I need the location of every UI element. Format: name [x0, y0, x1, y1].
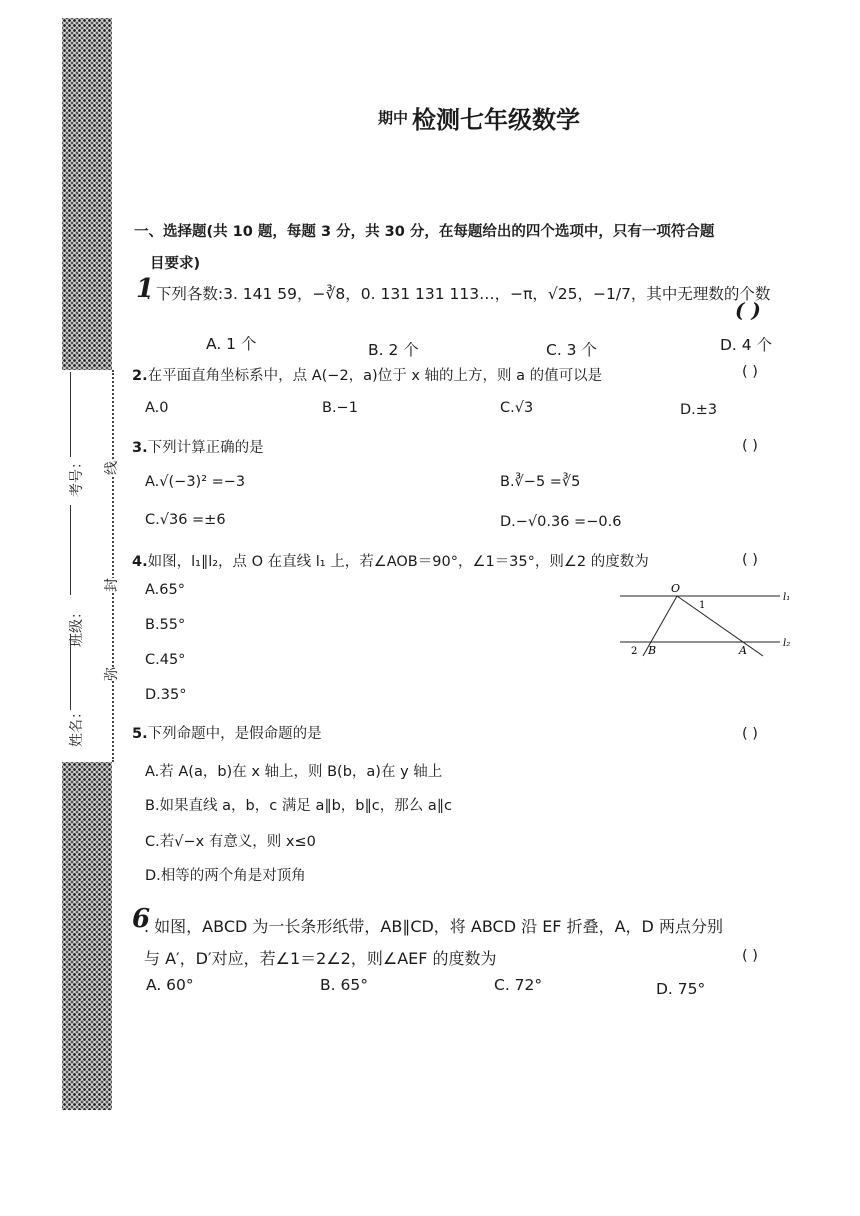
q4-number: 4.: [132, 554, 148, 570]
q4-option-d: D.35°: [145, 687, 187, 703]
q2-stem-line: [132, 364, 602, 385]
q1-option-d: D. 4 个: [720, 336, 773, 354]
q3-option-a: A.√(−3)² =−3: [145, 474, 246, 490]
q4-option-a: A.65°: [145, 582, 185, 598]
q3-answer-bracket: ( ): [742, 438, 758, 454]
q6-option-a: A. 60°: [146, 976, 194, 994]
q6-stem-line1: . 如图，ABCD 为一长条形纸带，AB∥CD，将 ABCD 沿 EF 折叠，A，D 两点分别: [144, 917, 723, 936]
q1-option-a: A. 1 个: [206, 335, 257, 353]
q6-answer-bracket: ( ): [742, 948, 758, 964]
class-label: 班级：: [69, 605, 85, 647]
binding-strip-bottom: [62, 762, 112, 1110]
q1-option-b: B. 2 个: [368, 341, 419, 359]
exam-number-line: [70, 372, 71, 457]
q6-option-d: D. 75°: [656, 980, 706, 998]
q5-stem: 下列命题中，是假命题的是: [147, 726, 322, 742]
page-title: [378, 100, 580, 135]
q5-option-c: C.若√−x 有意义，则 x≤0: [145, 834, 316, 850]
class-line: [70, 505, 71, 595]
label-angle-1: 1: [699, 600, 706, 611]
q6-option-b: B. 65°: [320, 976, 368, 994]
seal-char-line: 线: [101, 461, 121, 475]
q3-option-c: C.√36 =±6: [145, 512, 226, 528]
q4-figure: [615, 578, 805, 663]
q2-option-d: D.±3: [680, 402, 718, 418]
q3-option-d: D.−√0.36 =−0.6: [500, 514, 622, 530]
title-main: 检测七年级数学: [412, 106, 581, 134]
q1-number: 1: [136, 274, 155, 304]
q4-option-b: B.55°: [145, 617, 186, 633]
q4-answer-bracket: ( ): [742, 552, 758, 568]
label-l2: l₂: [783, 638, 791, 649]
q1-option-c: C. 3 个: [546, 341, 597, 359]
label-a: A: [739, 644, 747, 657]
name-line: [70, 635, 71, 710]
binding-strip-top: [62, 18, 112, 370]
q2-option-a: A.0: [145, 400, 169, 416]
seal-char-seal: 封: [101, 578, 121, 592]
q6-option-c: C. 72°: [494, 976, 543, 994]
q2-option-b: B.−1: [322, 400, 358, 416]
q5-option-b: B.如果直线 a，b，c 满足 a∥b，b∥c，那么 a∥c: [145, 798, 452, 814]
q2-stem: 在平面直角坐标系中，点 A(−2，a)位于 x 轴的上方，则 a 的值可以是: [147, 368, 603, 384]
q4-option-c: C.45°: [145, 652, 186, 668]
label-b: B: [648, 644, 657, 657]
q5-option-d: D.相等的两个角是对顶角: [145, 868, 306, 884]
section-header-line2: 目要求): [150, 256, 201, 272]
segment-oa: [677, 596, 763, 656]
label-l1: l₁: [783, 592, 791, 603]
q2-answer-bracket: ( ): [742, 364, 758, 380]
q5-number: 5.: [132, 726, 148, 742]
q5-answer-bracket: ( ): [742, 726, 758, 742]
q3-stem: 下列计算正确的是: [147, 440, 264, 456]
q2-option-c: C.√3: [500, 400, 534, 416]
q1-answer-bracket: ( ): [735, 298, 761, 322]
seal-char-bind: 弥: [101, 667, 121, 681]
name-label: 姓名：: [69, 705, 85, 747]
q4-stem-line: [132, 550, 649, 571]
title-prefix: 期中: [378, 109, 409, 127]
label-o: O: [671, 582, 681, 595]
q2-number: 2.: [132, 368, 148, 384]
exam-number-label: 考号：: [69, 455, 85, 497]
q4-stem: 如图，l₁∥l₂，点 O 在直线 l₁ 上，若∠AOB＝90°，∠1＝35°，则∠2 的度数为: [147, 554, 649, 570]
q3-number: 3.: [132, 440, 148, 456]
label-angle-2: 2: [631, 646, 638, 657]
q5-stem-line: [132, 722, 322, 743]
q3-stem-line: [132, 436, 264, 457]
q3-option-b: B.∛−5 =∛5: [500, 474, 581, 490]
seal-dotted-line: [112, 370, 114, 762]
q1-stem: . 下列各数:3. 141 59，−∛8，0. 131 131 113…，−π，√25，−1/7，其中无理数的个数: [146, 285, 771, 303]
q6-number: 6: [132, 904, 151, 934]
q6-stem-line2: 与 A′，D′对应，若∠1＝2∠2，则∠AEF 的度数为: [144, 949, 497, 968]
q5-option-a: A.若 A(a，b)在 x 轴上，则 B(b，a)在 y 轴上: [145, 764, 443, 780]
section-header-line1: 一、选择题(共 10 题，每题 3 分，共 30 分，在每题给出的四个选项中，只有一项符合题: [134, 224, 715, 240]
